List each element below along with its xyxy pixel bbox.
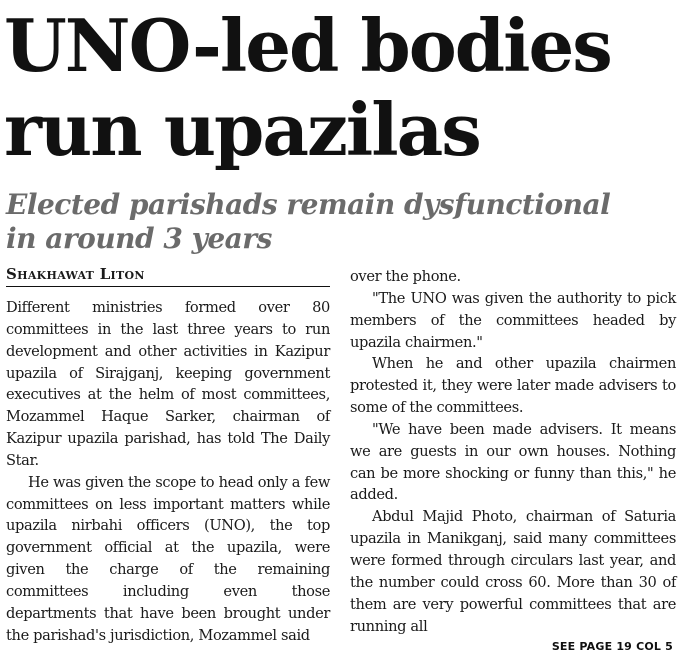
subheadline bbox=[6, 188, 681, 256]
headline bbox=[4, 4, 680, 172]
continuation-note: SEE PAGE 19 COL 5 bbox=[551, 640, 673, 653]
paragraph: When he and other upazila chairmen protested it, they were later made advisers to some of the committees. bbox=[350, 355, 676, 417]
paragraph: Different ministries formed over 80 committees in the last three years to run development and other activities in Kazipur upazila of Sirajganj, keeping government executives at the helm of most committees, Mozammel Haque Sarker, chairman of Kazipur upazila parishad, has told The Daily Star. bbox=[6, 299, 330, 469]
paragraph: Abdul Majid Photo, chairman of Saturia upazila in Manikganj, said many committees were formed through circulars last year, and the number could cross 60. More than 30 of them are very powerful committees that are running all bbox=[350, 508, 676, 635]
paragraph: over the phone. bbox=[350, 268, 461, 285]
byline: Shakhawat Liton bbox=[6, 264, 330, 287]
subheadline-line-1: Elected parishads remain dysfunctional bbox=[6, 188, 611, 221]
paragraph: "We have been made advisers. It means we are guests in our own houses. Nothing can be more shocking or funny than this," he added. bbox=[350, 420, 676, 504]
paragraph: "The UNO was given the authority to pick members of the committees headed by upazila chairmen." bbox=[350, 289, 676, 351]
body-column-2 bbox=[350, 266, 676, 637]
body-column-1 bbox=[6, 297, 330, 647]
paragraph: He was given the scope to head only a few committees on less important matters while upazila nirbahi officers (UNO), the top government official at the upazila, were given the charge of the remaining committees including even those departments that have been brought under the parishad's jurisdiction, Mozammel said bbox=[6, 473, 330, 644]
headline-line-2: run upazilas bbox=[4, 87, 480, 172]
subheadline-line-2: in around 3 years bbox=[6, 222, 272, 255]
headline-line-1: UNO-led bodies bbox=[4, 3, 611, 88]
